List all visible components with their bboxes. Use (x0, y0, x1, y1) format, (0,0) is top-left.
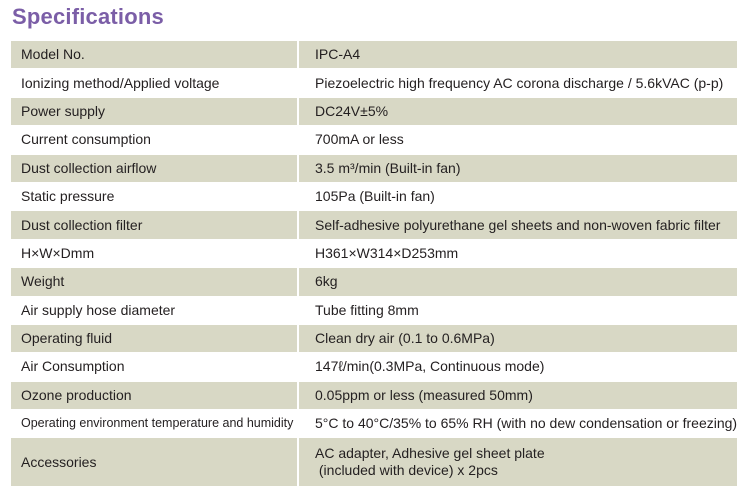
row-value: IPC-A4 (298, 41, 737, 69)
table-row-static-pressure (11, 182, 737, 210)
row-value: 147ℓ/min(0.3MPa, Continuous mode) (298, 353, 737, 381)
table-row-dust-collection-airflow (11, 154, 737, 182)
row-label: Current consumption (11, 126, 298, 154)
row-label: Dust collection airflow (11, 154, 298, 182)
row-label: Ionizing method/Applied voltage (11, 69, 298, 97)
row-value: Self-adhesive polyurethane gel sheets and non-woven fabric filter (298, 211, 737, 239)
table-row-ionizing-method (11, 69, 737, 97)
table-row-power-supply (11, 97, 737, 125)
table-row-operating-environment (11, 410, 737, 438)
table-row-air-consumption (11, 353, 737, 381)
row-value: 6kg (298, 268, 737, 296)
row-value: Piezoelectric high frequency AC corona discharge / 5.6kVAC (p-p) (298, 69, 737, 97)
table-row-air-supply-hose (11, 296, 737, 324)
table-row-accessories (11, 438, 737, 487)
row-value: Clean dry air (0.1 to 0.6MPa) (298, 324, 737, 352)
row-label: Power supply (11, 97, 298, 125)
row-label: Ozone production (11, 381, 298, 409)
row-value-line: (included with device) x 2pcs (315, 462, 498, 479)
table-row-ozone-production (11, 381, 737, 409)
row-value: 3.5 m³/min (Built-in fan) (298, 154, 737, 182)
page-title: Specifications (12, 4, 164, 29)
row-label: Air supply hose diameter (11, 296, 298, 324)
row-value: 5°C to 40°C/35% to 65% RH (with no dew condensation or freezing) (298, 410, 737, 438)
row-label: Weight (11, 268, 298, 296)
row-label: Operating fluid (11, 324, 298, 352)
specifications-table (11, 41, 737, 487)
row-value: H361×W314×D253mm (298, 239, 737, 267)
table-row-dimensions (11, 239, 737, 267)
row-label: Air Consumption (11, 353, 298, 381)
row-value: 105Pa (Built-in fan) (298, 182, 737, 210)
table-row-operating-fluid (11, 324, 737, 352)
row-label: Accessories (11, 438, 298, 487)
table-row-weight (11, 268, 737, 296)
row-value-line: AC adapter, Adhesive gel sheet plate (315, 445, 545, 462)
row-value: Tube fitting 8mm (298, 296, 737, 324)
table-row-current-consumption (11, 126, 737, 154)
row-value: DC24V±5% (298, 97, 737, 125)
row-label: Model No. (11, 41, 298, 69)
row-label: Dust collection filter (11, 211, 298, 239)
row-value: 700mA or less (298, 126, 737, 154)
table-row-model-no (11, 41, 737, 69)
row-label: H×W×Dmm (11, 239, 298, 267)
table-row-dust-collection-filter (11, 211, 737, 239)
row-value: 0.05ppm or less (measured 50mm) (298, 381, 737, 409)
row-value (298, 438, 737, 487)
row-label: Operating environment temperature and humidity (11, 410, 298, 438)
row-label: Static pressure (11, 182, 298, 210)
